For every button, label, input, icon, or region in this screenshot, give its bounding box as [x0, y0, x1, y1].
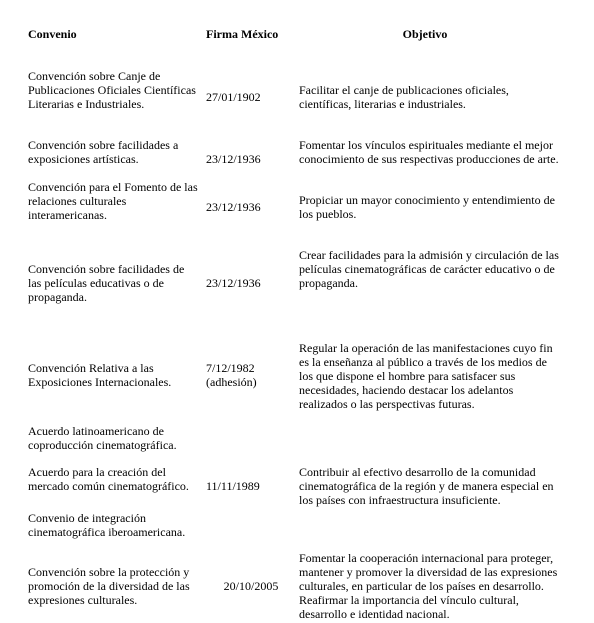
- row-1-objetivo: Facilitar el canje de publicaciones oficiales, científicas, literarias e industriales.: [299, 83, 509, 111]
- row-3-firma: 23/12/1936: [206, 200, 261, 214]
- row-5-firma: 7/12/1982 (adhesión): [206, 361, 257, 389]
- row-3-convenio: Convención para el Fomento de las relaciones culturales interamericanas.: [28, 180, 198, 222]
- header-firma-mexico: Firma México: [206, 27, 279, 41]
- row-2-firma: 23/12/1936: [206, 152, 261, 166]
- row-4-firma: 23/12/1936: [206, 276, 261, 290]
- row-9-objetivo: Fomentar la cooperación internacional para proteger, mantener y promover la diversidad de las expresiones culturales, en particular de los países en desarrollo. Reafirmar la importancia del vínculo cultural, desarrollo e identidad nacional.: [299, 551, 558, 621]
- row-5-convenio: Convención Relativa a las Exposiciones Internacionales.: [28, 361, 172, 389]
- row-6-convenio: Acuerdo latinoamericano de coproducción cinematográfica.: [28, 424, 177, 452]
- header-objetivo: Objetivo: [402, 27, 448, 41]
- row-2-objetivo: Fomentar los vínculos espirituales mediante el mejor conocimiento de sus respectivas producciones de arte.: [299, 138, 559, 166]
- row-7-convenio: Acuerdo para la creación del mercado común cinematográfico.: [28, 465, 189, 493]
- row-1-firma: 27/01/1902: [206, 90, 261, 104]
- row-4-convenio: Convención sobre facilidades de las películas educativas o de propaganda.: [28, 262, 185, 304]
- row-7-firma: 11/11/1989: [206, 479, 260, 493]
- row-7-objetivo: Contribuir al efectivo desarrollo de la comunidad cinematográfica de la región y de manera especial en los países con infraestructura insuficiente.: [299, 465, 554, 507]
- row-9-firma: 20/10/2005: [223, 579, 279, 593]
- row-9-convenio: Convención sobre la protección y promoción de la diversidad de las expresiones culturales.: [28, 565, 190, 607]
- row-1-convenio: Convención sobre Canje de Publicaciones Oficiales Científicas Literarias e Industriales.: [28, 69, 196, 111]
- row-8-convenio: Convenio de integración cinematográfica iberoamericana.: [28, 511, 186, 539]
- header-convenio: Convenio: [28, 27, 77, 41]
- row-4-objetivo: Crear facilidades para la admisión y circulación de las películas cinematográficas de carácter educativo o de propaganda.: [299, 248, 559, 290]
- row-2-convenio: Convención sobre facilidades a exposiciones artísticas.: [28, 138, 179, 166]
- row-5-objetivo: Regular la operación de las manifestaciones cuyo fin es la enseñanza al público a través de los medios de los que dispone el hombre para satisfacer sus necesidades, haciendo destacar los adelantos realizados o las perspectivas futuras.: [299, 341, 553, 411]
- row-3-objetivo: Propiciar un mayor conocimiento y entendimiento de los pueblos.: [299, 193, 555, 221]
